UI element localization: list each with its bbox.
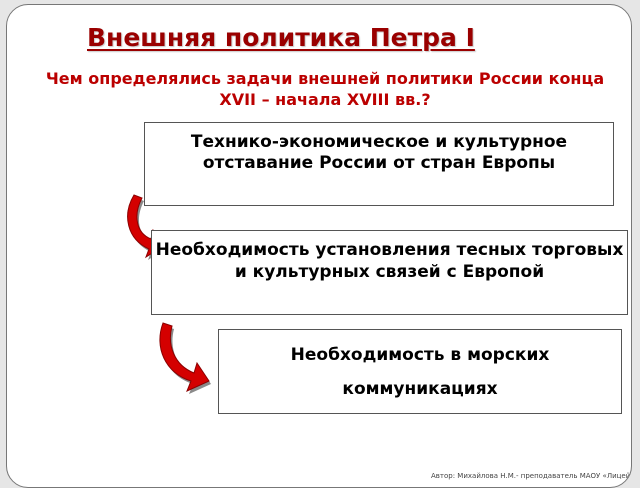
reason-box-3: Необходимость в морских коммуникациях (218, 329, 622, 414)
slide-question: Чем определялись задачи внешней политики России конца XVII – начала XVIII вв.? (45, 69, 605, 109)
reason-box-2: Необходимость установления тесных торговых и культурных связей с Европой (151, 230, 628, 315)
reason-box-1: Технико-экономическое и культурное отставание России от стран Европы (144, 122, 614, 206)
author-footer: Автор: Михайлова Н.М.- преподаватель МАОУ «Лицей (431, 472, 631, 480)
curved-arrow-icon (155, 321, 211, 401)
slide (6, 4, 632, 488)
slide-title: Внешняя политика Петра I (87, 23, 475, 52)
